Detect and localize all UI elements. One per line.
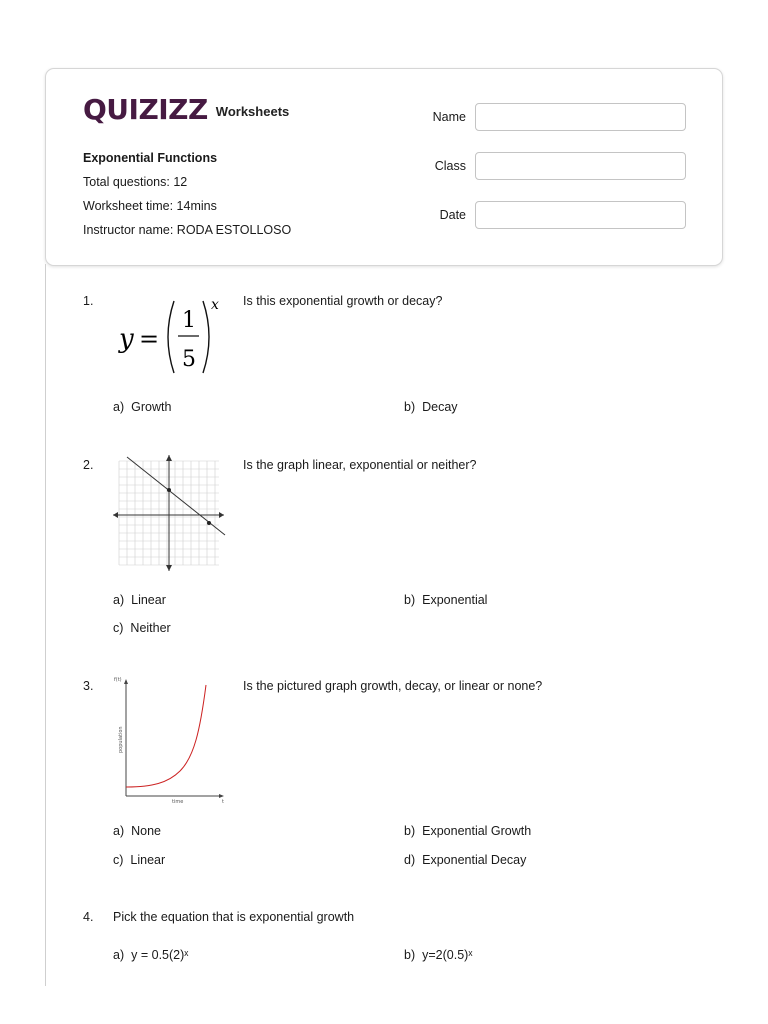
question-1-option-b[interactable]: b) Decay: [404, 400, 458, 414]
equation-exponent: x: [211, 297, 219, 313]
question-4-number: 4.: [83, 910, 94, 924]
question-2-text: Is the graph linear, exponential or neither?: [243, 458, 477, 472]
question-4-option-b[interactable]: b) y=2(0.5)ˣ: [404, 948, 473, 962]
question-3-growth-graph: [110, 675, 230, 805]
graph-x-corner-label: t: [222, 799, 224, 805]
question-3-text: Is the pictured graph growth, decay, or linear or none?: [243, 679, 543, 693]
graph-x-label: time: [172, 799, 184, 805]
question-3-option-c[interactable]: c) Linear: [113, 853, 166, 867]
exponential-curve: [126, 685, 206, 787]
question-1-option-a[interactable]: a) Growth: [113, 400, 172, 414]
question-3-option-a[interactable]: a) None: [113, 824, 162, 838]
worksheet-time: Worksheet time: 14mins: [83, 199, 217, 213]
date-input[interactable]: [475, 201, 686, 229]
question-2-option-b[interactable]: b) Exponential: [404, 593, 488, 607]
instructor-name: Instructor name: RODA ESTOLLOSO: [83, 223, 292, 237]
question-1-equation: [117, 297, 227, 377]
graph-y-label: population: [118, 726, 124, 753]
logo-wordmark: QUIZIZZ: [83, 93, 208, 126]
worksheet-meta: [83, 146, 291, 242]
question-2-option-a[interactable]: a) Linear: [113, 593, 166, 607]
question-3-option-b[interactable]: b) Exponential Growth: [404, 824, 532, 838]
name-label: Name: [432, 110, 466, 124]
worksheet-title: Exponential Functions: [83, 151, 218, 165]
quizizz-logo: [83, 93, 290, 126]
graph-y-corner-label: f(t): [114, 677, 122, 683]
question-1-text: Is this exponential growth or decay?: [243, 294, 443, 308]
class-field-row: [430, 152, 686, 180]
name-input[interactable]: [475, 103, 686, 131]
class-label: Class: [434, 159, 466, 173]
question-4-option-a[interactable]: a) y = 0.5(2)ˣ: [113, 948, 189, 962]
equation-numerator: 1: [182, 308, 196, 333]
name-field-row: [430, 103, 686, 131]
date-field-row: [430, 201, 686, 229]
worksheet-header-card: [45, 68, 723, 266]
question-1-number: 1.: [83, 294, 94, 308]
question-2-number: 2.: [83, 458, 94, 472]
question-4-text: Pick the equation that is exponential growth: [113, 910, 355, 924]
page-left-border: [45, 264, 46, 986]
logo-subtitle: Worksheets: [215, 104, 290, 119]
question-2-line-graph: [113, 453, 226, 573]
equation-denominator: 5: [182, 347, 196, 372]
question-3-number: 3.: [83, 679, 94, 693]
total-questions: Total questions: 12: [83, 175, 188, 189]
equation-lhs: y: [119, 324, 134, 354]
graph-point-1: [167, 488, 171, 492]
graph-point-2: [207, 521, 211, 525]
equation-equals: =: [139, 325, 160, 353]
date-label: Date: [439, 208, 466, 222]
question-2-option-c[interactable]: c) Neither: [113, 621, 171, 635]
question-3-option-d[interactable]: d) Exponential Decay: [404, 853, 527, 867]
class-input[interactable]: [475, 152, 686, 180]
